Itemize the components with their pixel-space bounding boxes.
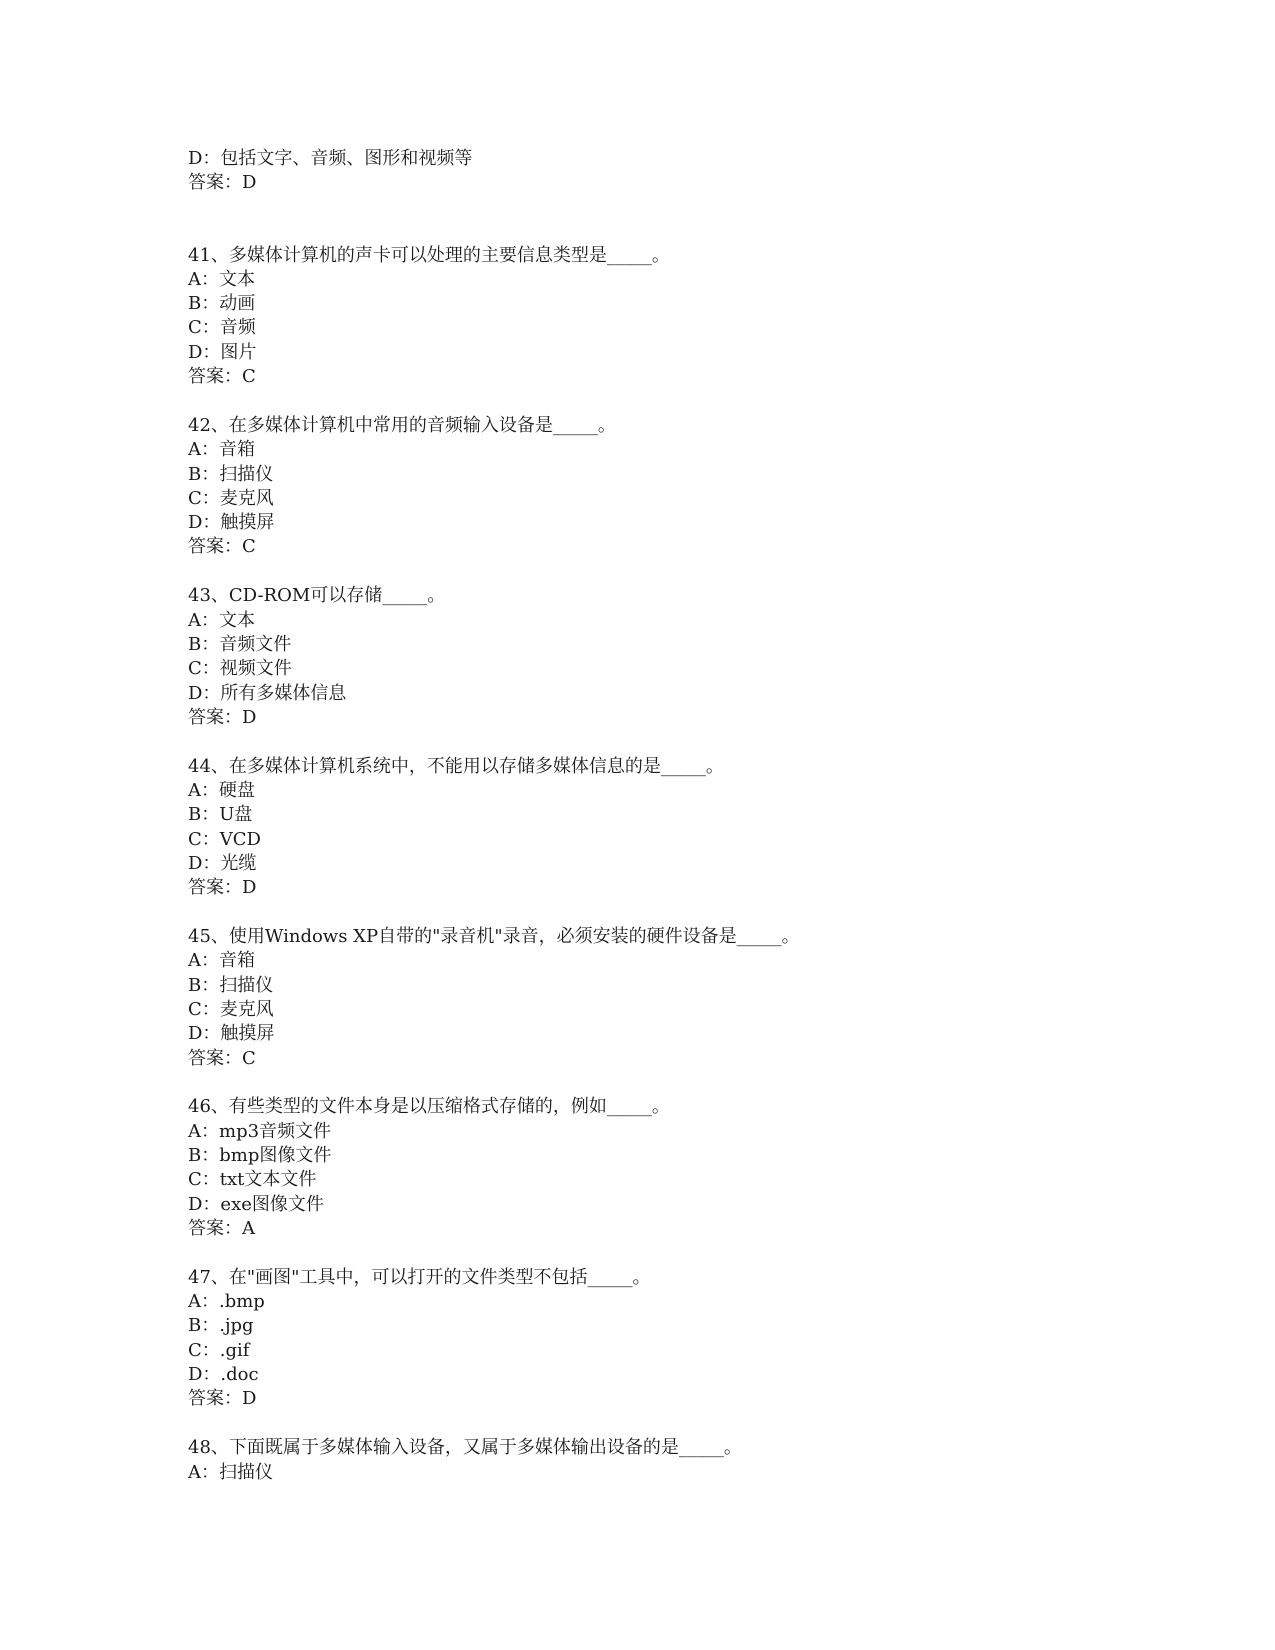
question-stem: 47、在"画图"工具中，可以打开的文件类型不包括_____。	[188, 1266, 651, 1288]
option-c: C：VCD	[188, 828, 261, 850]
option-b: B：.jpg	[188, 1315, 254, 1337]
question-stem: 42、在多媒体计算机中常用的音频输入设备是_____。	[188, 414, 616, 436]
option-b: B：bmp图像文件	[188, 1145, 332, 1167]
question-41	[188, 244, 1188, 390]
option-d: D：触摸屏	[188, 512, 275, 534]
question-42	[188, 414, 1188, 560]
question-stem: 46、有些类型的文件本身是以压缩格式存储的，例如_____。	[188, 1096, 670, 1118]
answer: 答案：C	[188, 366, 256, 388]
question-stem: 45、使用Windows XP自带的"录音机"录音，必须安装的硬件设备是_____。	[188, 926, 800, 948]
option-a: A：文本	[188, 268, 255, 290]
question-46	[188, 1095, 1188, 1241]
spacer	[188, 389, 1188, 414]
question-stem: 44、在多媒体计算机系统中，不能用以存储多媒体信息的是_____。	[188, 755, 724, 777]
spacer	[188, 1071, 1188, 1096]
option-b: B：音频文件	[188, 633, 292, 655]
answer: 答案：C	[188, 536, 256, 558]
question-43	[188, 584, 1188, 730]
spacer	[188, 1241, 1188, 1266]
option-a: A：.bmp	[188, 1291, 265, 1313]
question-44	[188, 755, 1188, 901]
question-48	[188, 1436, 1188, 1485]
spacer	[188, 730, 1188, 755]
option-c: C：txt文本文件	[188, 1169, 317, 1191]
option-c: C：音频	[188, 317, 256, 339]
option-a: A：mp3音频文件	[188, 1120, 332, 1142]
option-c: C：.gif	[188, 1339, 250, 1361]
option-b: B：扫描仪	[188, 463, 274, 485]
option-b: B：扫描仪	[188, 974, 274, 996]
question-45	[188, 925, 1188, 1071]
spacer	[188, 560, 1188, 585]
option-a: A：音箱	[188, 950, 255, 972]
question-47	[188, 1266, 1188, 1412]
answer: 答案：D	[188, 1388, 257, 1410]
prev-question-answer: 答案：D	[188, 172, 257, 194]
option-a: A：扫描仪	[188, 1461, 273, 1483]
option-d: D：.doc	[188, 1364, 259, 1386]
question-stem: 48、下面既属于多媒体输入设备，又属于多媒体输出设备的是_____。	[188, 1437, 742, 1459]
option-a: A：文本	[188, 609, 255, 631]
option-d: D：光缆	[188, 852, 257, 874]
answer: 答案：A	[188, 1217, 255, 1239]
option-c: C：麦克风	[188, 998, 274, 1020]
question-stem: 41、多媒体计算机的声卡可以处理的主要信息类型是_____。	[188, 244, 670, 266]
prev-question-option-d: D：包括文字、音频、图形和视频等	[188, 148, 473, 169]
option-b: B：动画	[188, 293, 256, 315]
option-d: D：图片	[188, 341, 257, 363]
question-stem: 43、CD-ROM可以存储_____。	[188, 585, 446, 607]
answer: 答案：C	[188, 1047, 256, 1069]
spacer	[188, 196, 1188, 244]
option-d: D：exe图像文件	[188, 1193, 324, 1215]
option-c: C：视频文件	[188, 658, 292, 680]
option-c: C：麦克风	[188, 487, 274, 509]
option-b: B：U盘	[188, 804, 253, 826]
answer: 答案：D	[188, 706, 257, 728]
option-a: A：硬盘	[188, 780, 255, 802]
document-page	[188, 147, 1188, 1485]
spacer	[188, 901, 1188, 926]
spacer	[188, 1412, 1188, 1437]
option-a: A：音箱	[188, 439, 255, 461]
option-d: D：触摸屏	[188, 1023, 275, 1045]
option-d: D：所有多媒体信息	[188, 682, 347, 704]
answer: 答案：D	[188, 877, 257, 899]
